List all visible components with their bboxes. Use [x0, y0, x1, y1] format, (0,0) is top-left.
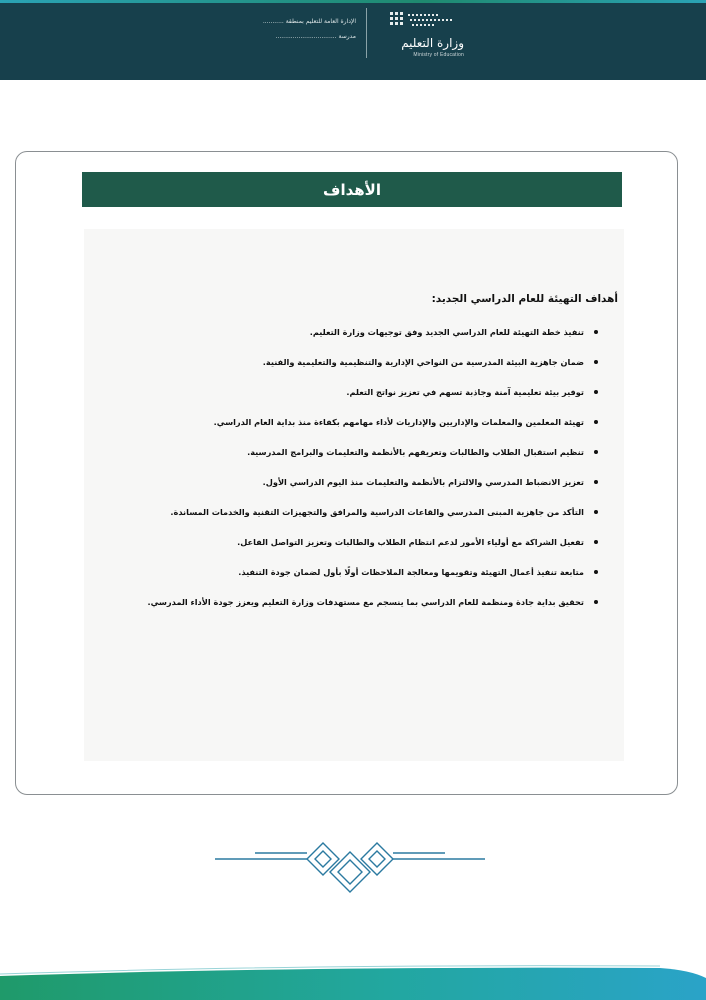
- bullet-icon: [594, 330, 598, 334]
- goal-text: تعزيز الانضباط المدرسي والالتزام بالأنظمة والتعليمات منذ اليوم الدراسي الأول.: [262, 477, 584, 487]
- bullet-icon: [594, 480, 598, 484]
- header-school-line: مدرسة ................................: [275, 33, 356, 40]
- goal-text: تهيئة المعلمين والمعلمات والإداريين والإداريات لأداء مهامهم بكفاءة منذ بداية العام الدراسي.: [213, 417, 584, 427]
- bullet-icon: [594, 450, 598, 454]
- list-item: [108, 504, 598, 520]
- list-item: [108, 444, 598, 460]
- list-item: [108, 354, 598, 370]
- list-item: [108, 564, 598, 580]
- goal-text: التأكد من جاهزية المبنى المدرسي والقاعات الدراسية والمرافق والتجهيزات التقنية والخدمات المساندة.: [170, 507, 584, 517]
- divider-ornament-icon: [215, 837, 485, 907]
- header-directorate-line: الإدارة العامة للتعليم بمنطقة ...........: [262, 18, 356, 25]
- header-accent-line: [0, 0, 706, 3]
- bullet-icon: [594, 420, 598, 424]
- goal-text: تنفيذ خطة التهيئة للعام الدراسي الجديد وفق توجيهات وزارة التعليم.: [309, 327, 584, 337]
- list-item: [108, 414, 598, 430]
- goals-list: [108, 324, 598, 624]
- logo-title: وزارة التعليم: [401, 36, 464, 50]
- goals-heading: أهداف التهيئة للعام الدراسي الجديد:: [431, 293, 618, 305]
- goal-text: ضمان جاهزية البيئة المدرسية من النواحي الإدارية والتنظيمية والتعليمية والفنية.: [262, 357, 584, 367]
- logo-dots-icon: [386, 10, 464, 34]
- bullet-icon: [594, 360, 598, 364]
- goal-text: تنظيم استقبال الطلاب والطالبات وتعريفهم بالأنظمة والتعليمات والبرامج المدرسية.: [247, 447, 584, 457]
- goals-content: [84, 229, 624, 761]
- bullet-icon: [594, 390, 598, 394]
- header-divider: [366, 8, 367, 58]
- bullet-icon: [594, 510, 598, 514]
- logo-subtitle: Ministry of Education: [413, 52, 464, 58]
- list-item: [108, 324, 598, 340]
- list-item: [108, 474, 598, 490]
- footer-wave: [0, 962, 706, 1000]
- goal-text: تحقيق بداية جادة ومنظمة للعام الدراسي بما ينسجم مع مستهدفات وزارة التعليم ويعزز جودة الأداء المدرسي.: [147, 597, 584, 607]
- bullet-icon: [594, 570, 598, 574]
- bullet-icon: [594, 540, 598, 544]
- list-item: [108, 534, 598, 550]
- bullet-icon: [594, 600, 598, 604]
- ministry-logo: [386, 10, 464, 62]
- goal-text: متابعة تنفيذ أعمال التهيئة وتقويمها ومعالجة الملاحظات أولًا بأول لضمان جودة التنفيذ.: [238, 567, 584, 577]
- page-header: [0, 0, 706, 80]
- list-item: [108, 384, 598, 400]
- goal-text: توفير بيئة تعليمية آمنة وجاذبة تسهم في تعزيز نواتج التعلم.: [346, 387, 584, 397]
- section-title: الأهداف: [82, 172, 622, 207]
- goal-text: تفعيل الشراكة مع أولياء الأمور لدعم انتظام الطلاب والطالبات وتعزيز التواصل الفاعل.: [237, 537, 584, 547]
- list-item: [108, 594, 598, 610]
